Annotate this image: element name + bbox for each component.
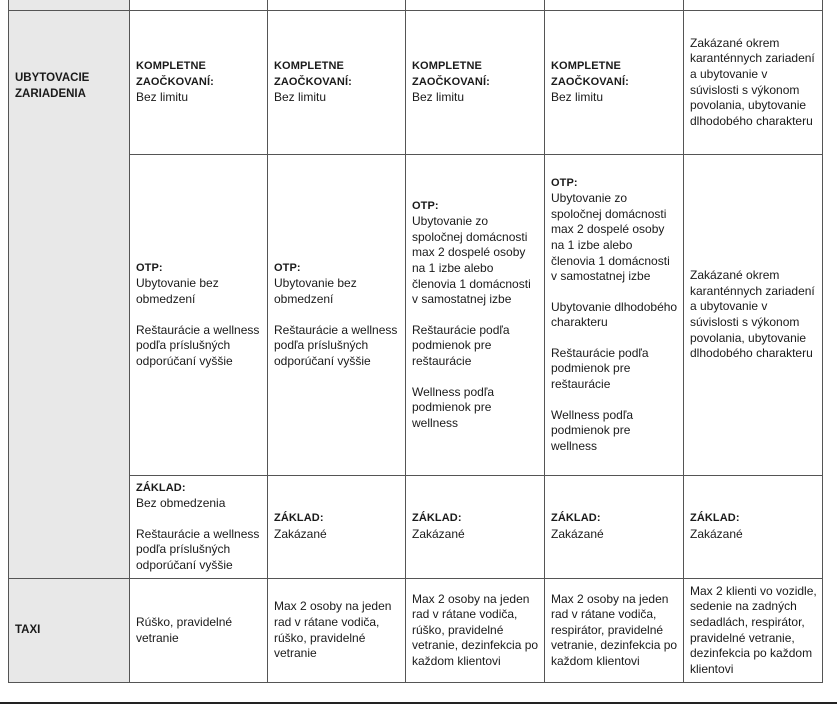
table-cell [406, 0, 545, 11]
cell-text: Reštaurácie a wellness podľa príslušných odporúčaní vyššie [274, 322, 398, 368]
cell-heading: ZÁKLAD: [690, 512, 740, 525]
cell-heading: KOMPLETNE ZAOČKOVANÍ: [412, 60, 490, 88]
table-cell [130, 476, 268, 579]
table-cell [130, 155, 268, 476]
table-cell [406, 476, 545, 579]
table-cell [545, 155, 684, 476]
cell-text: Reštaurácie a wellness podľa príslušných odporúčaní vyššie [136, 322, 260, 368]
table-row [9, 0, 823, 11]
cell-text: Zakázané [274, 527, 327, 541]
cell-text: Ubytovanie zo spoločnej domácnosti max 2 dospelé osoby na 1 izbe alebo členovia 1 domácnosti v samostatnej izbe [412, 214, 531, 307]
table-cell: Max 2 klienti vo vozidle, sedenie na zadných sedadlách, respirátor, pravidelné vetranie, dezinfekcia po každom klientovi [684, 579, 823, 683]
cell-text: Reštaurácie podľa podmienok pre reštaurácie [551, 345, 649, 392]
table-cell [268, 155, 406, 476]
cell-text: Wellness podľa podmienok pre wellness [412, 384, 494, 430]
cell-text: Zakázané [412, 527, 465, 541]
table-cell [268, 0, 406, 11]
table-cell [268, 476, 406, 579]
cell-heading: ZÁKLAD: [412, 512, 462, 525]
cell-heading: KOMPLETNE ZAOČKOVANÍ: [136, 60, 214, 88]
cell-text: Bez limitu [136, 90, 189, 105]
rules-table [8, 0, 823, 683]
cell-text: Reštaurácie a wellness podľa príslušných odporúčaní vyššie [136, 526, 260, 572]
cell-text: Zakázané [690, 527, 743, 541]
category-accommodation: UBYTOVACIE ZARIADENIA [9, 11, 130, 579]
cell-text: a ubytovanie v súvislosti s výkonom povolania, ubytovanie dlhodobého charakteru [690, 66, 813, 128]
cell-text: Ubytovanie dlhodobého charakteru [551, 299, 678, 330]
cell-text: Zakázané okrem karanténnych zariadení [690, 268, 815, 298]
cell-text: a ubytovanie v súvislosti s výkonom povolania, ubytovanie dlhodobého charakteru [690, 299, 813, 361]
cell-heading: OTP: [136, 261, 163, 274]
table-cell: Max 2 osoby na jeden rad v rátane vodiča, rúško, pravidelné vetranie [268, 579, 406, 683]
table-row [9, 476, 823, 579]
table-row [9, 579, 823, 683]
table-cell [545, 476, 684, 579]
cell-heading: OTP: [551, 176, 578, 189]
table-cell [684, 11, 823, 155]
cell-heading: OTP: [412, 199, 439, 212]
cell-text: Bez limitu [551, 90, 604, 105]
table-row [9, 155, 823, 476]
table-cell [130, 0, 268, 11]
table-row [9, 11, 823, 155]
cell-heading: OTP: [274, 261, 301, 274]
cell-text: Ubytovanie bez obmedzení [274, 276, 357, 306]
cell-text: Ubytovanie zo spoločnej domácnosti max 2 dospelé osoby na 1 izbe alebo členovia 1 domácnosti v samostatnej izbe [551, 191, 670, 284]
category-taxi: TAXI [9, 579, 130, 683]
table-cell [268, 11, 406, 155]
table-cell: Max 2 osoby na jeden rad v rátane vodiča, rúško, pravidelné vetranie, dezinfekcia po každom klientovi [406, 579, 545, 683]
table-cell [684, 155, 823, 476]
cell-heading: KOMPLETNE ZAOČKOVANÍ: [551, 60, 629, 88]
cell-heading: ZÁKLAD: [136, 481, 186, 494]
cell-text: Zakázané [551, 527, 604, 541]
cell-heading: ZÁKLAD: [551, 512, 601, 525]
table-cell: Rúško, pravidelné vetranie [130, 579, 268, 683]
cell-text: Zakázané okrem karanténnych zariadení [690, 35, 815, 66]
table-cell: Max 2 osoby na jeden rad v rátane vodiča, respirátor, pravidelné vetranie, dezinfekcia po každom klientovi [545, 579, 684, 683]
table-cell [545, 0, 684, 11]
cell-text: Wellness podľa podmienok pre wellness [551, 407, 633, 453]
category-cell [9, 0, 130, 11]
cell-text: Ubytovanie bez obmedzení [136, 276, 219, 306]
table-cell [545, 11, 684, 155]
cell-text: Bez obmedzenia [136, 496, 226, 511]
table-cell [130, 11, 268, 155]
cell-text: Reštaurácie podľa podmienok pre reštaurácie [412, 322, 510, 368]
cell-text: Bez limitu [412, 90, 465, 105]
cell-heading: ZÁKLAD: [274, 512, 324, 525]
table-cell [684, 0, 823, 11]
bottom-rule [0, 702, 837, 704]
cell-heading: KOMPLETNE ZAOČKOVANÍ: [274, 60, 352, 88]
table-cell [684, 476, 823, 579]
table-cell [406, 155, 545, 476]
table-cell [406, 11, 545, 155]
cell-text: Bez limitu [274, 90, 327, 105]
